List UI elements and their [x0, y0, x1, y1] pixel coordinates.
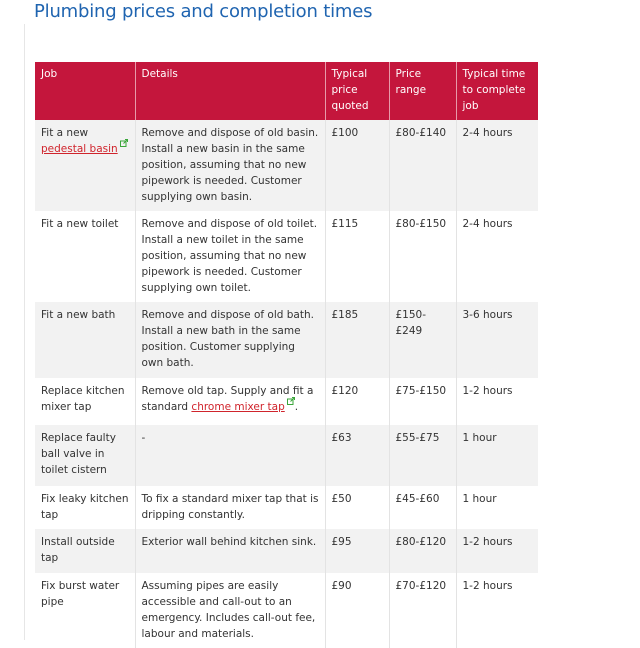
- cell-price: £95: [325, 529, 389, 573]
- cell-price: £115: [325, 211, 389, 302]
- cell-price: £90: [325, 573, 389, 648]
- cell-range: £80-£120: [389, 529, 456, 573]
- details-text: Remove old tap. Supply and fit a standard: [141, 385, 314, 413]
- cell-job: Replace kitchen mixer tap: [35, 378, 135, 425]
- cell-range: £75-£150: [389, 378, 456, 425]
- cell-price: £185: [325, 302, 389, 378]
- cell-job: Replace faulty ball valve in toilet cistern: [35, 425, 135, 486]
- header-price-range: Price range: [389, 62, 456, 120]
- cell-job: [35, 120, 135, 211]
- cell-job: Fix burst water pipe: [35, 573, 135, 648]
- chrome-mixer-tap-link[interactable]: chrome mixer tap: [191, 401, 285, 413]
- prices-table: [35, 62, 538, 648]
- left-border-rule: [24, 24, 25, 640]
- cell-range: £80-£150: [389, 211, 456, 302]
- cell-range: £150-£249: [389, 302, 456, 378]
- cell-details: -: [135, 425, 325, 486]
- cell-range: £55-£75: [389, 425, 456, 486]
- header-details: Details: [135, 62, 325, 120]
- external-link-icon[interactable]: [287, 394, 295, 402]
- table-row: [35, 302, 538, 378]
- cell-details: [135, 378, 325, 425]
- pedestal-basin-link[interactable]: pedestal basin: [41, 143, 118, 155]
- header-typical-time: Typical time to complete job: [456, 62, 538, 120]
- external-link-icon[interactable]: [120, 136, 128, 144]
- cell-job: Install outside tap: [35, 529, 135, 573]
- header-typical-price: Typical price quoted: [325, 62, 389, 120]
- table-row: [35, 120, 538, 211]
- details-tail: .: [294, 401, 299, 413]
- cell-details: To fix a standard mixer tap that is dripping constantly.: [135, 486, 325, 529]
- cell-price: £63: [325, 425, 389, 486]
- cell-price: £50: [325, 486, 389, 529]
- table-row: [35, 211, 538, 302]
- job-text: Fit a new: [41, 127, 89, 139]
- cell-time: 1 hour: [456, 425, 538, 486]
- cell-time: 1-2 hours: [456, 529, 538, 573]
- cell-time: 1-2 hours: [456, 378, 538, 425]
- cell-details: Remove and dispose of old basin. Install a new basin in the same position, assuming that no new pipework is needed. Customer supplying own basin.: [135, 120, 325, 211]
- cell-range: £70-£120: [389, 573, 456, 648]
- page-title: Plumbing prices and completion times: [34, 1, 373, 22]
- cell-job: Fit a new toilet: [35, 211, 135, 302]
- cell-job: Fix leaky kitchen tap: [35, 486, 135, 529]
- cell-details: Remove and dispose of old toilet. Install a new toilet in the same position, assuming that no new pipework is needed. Customer supplying own toilet.: [135, 211, 325, 302]
- cell-details: Exterior wall behind kitchen sink.: [135, 529, 325, 573]
- cell-time: 1-2 hours: [456, 573, 538, 648]
- cell-details: Remove and dispose of old bath. Install a new bath in the same position. Customer supplying own bath.: [135, 302, 325, 378]
- cell-job: Fit a new bath: [35, 302, 135, 378]
- cell-price: £100: [325, 120, 389, 211]
- table-row: [35, 529, 538, 573]
- table-header-row: [35, 62, 538, 120]
- header-job: Job: [35, 62, 135, 120]
- cell-time: 1 hour: [456, 486, 538, 529]
- table-row: [35, 425, 538, 486]
- cell-details: Assuming pipes are easily accessible and call-out to an emergency. Includes call-out fee, labour and materials.: [135, 573, 325, 648]
- cell-range: £80-£140: [389, 120, 456, 211]
- table-row: [35, 378, 538, 425]
- table-row: [35, 486, 538, 529]
- cell-price: £120: [325, 378, 389, 425]
- cell-time: 3-6 hours: [456, 302, 538, 378]
- cell-time: 2-4 hours: [456, 211, 538, 302]
- cell-time: 2-4 hours: [456, 120, 538, 211]
- cell-range: £45-£60: [389, 486, 456, 529]
- table-row: [35, 573, 538, 648]
